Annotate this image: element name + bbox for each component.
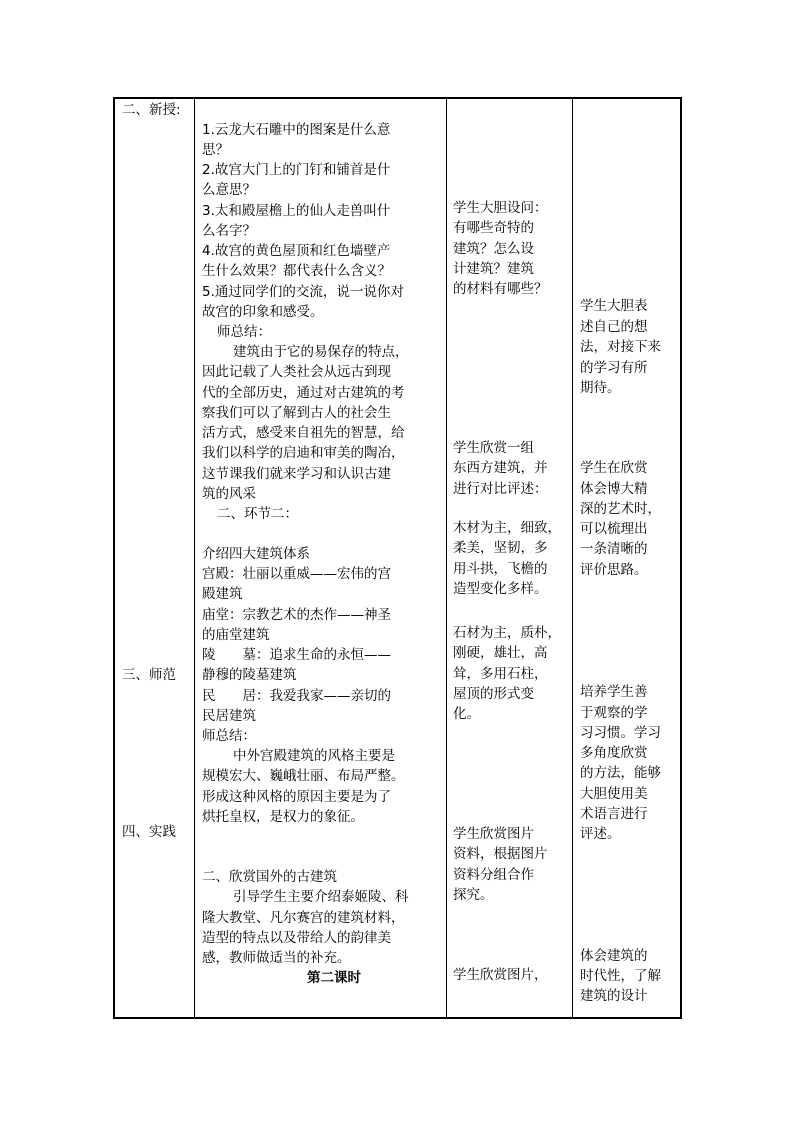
design-intent-line: 深的艺术时，: [580, 501, 661, 517]
summary-title: 师总结：: [202, 728, 256, 744]
wood-architecture-line: 柔美，坚韧，多: [453, 540, 548, 556]
house-line: 民居建筑: [202, 708, 256, 724]
summary-line: 因此记载了人类社会从远古到现: [202, 364, 391, 380]
student-activity-line: 学生大胆设问：: [453, 200, 548, 216]
question-4-line: 生什么效果？都代表什么含义？: [202, 263, 391, 279]
design-intent-column: [573, 99, 682, 1017]
student-activity-line: 资料分组合作: [453, 867, 534, 883]
stone-architecture-line: 耸，多用石柱，: [453, 666, 548, 682]
wood-architecture-line: 用斗拱，飞檐的: [453, 561, 548, 577]
stone-architecture-line: 石材为主，质朴，: [453, 625, 561, 641]
student-activity-line: 有哪些奇特的: [453, 220, 534, 236]
summary-line: 规模宏大、巍峨壮丽、布局严整。: [202, 768, 405, 784]
student-activity-line: 进行对比评述：: [453, 481, 548, 497]
summary-line: 我们以科学的启迪和审美的陶冶，: [202, 445, 405, 461]
intro-title: 介绍四大建筑体系: [202, 546, 310, 562]
student-activity-line: 建筑？怎么设: [453, 241, 534, 257]
wood-architecture-line: 造型变化多样。: [453, 581, 548, 597]
design-intent-line: 学生大胆表: [580, 298, 648, 314]
student-activity-line: 探究。: [453, 887, 494, 903]
question-1-line: 思？: [202, 142, 229, 158]
question-5-line: 5.通过同学们的交流，说一说你对: [202, 284, 404, 300]
student-activity-line: 计建筑？建筑: [453, 261, 534, 277]
foreign-line: 隆大教堂、凡尔赛宫的建筑材料，: [202, 910, 405, 926]
design-intent-line: 多角度欣赏: [580, 745, 648, 761]
summary-line: 察我们可以了解到古人的社会生: [202, 405, 391, 421]
tomb-line: 静穆的陵墓建筑: [202, 667, 297, 683]
design-intent-line: 的学习有所: [580, 360, 648, 376]
question-3-line: 么名字？: [202, 223, 256, 239]
palace-line: 殿建筑: [202, 586, 243, 602]
design-intent-line: 法，对接下来: [580, 339, 661, 355]
design-intent-line: 期待。: [580, 380, 621, 396]
question-3-line: 3.太和殿屋檐上的仙人走兽叫什: [202, 203, 391, 219]
foreign-line: 感，教师做适当的补充。: [202, 950, 351, 966]
foreign-title: 二、欣赏国外的古建筑: [202, 869, 337, 885]
stone-architecture-line: 化。: [453, 706, 480, 722]
design-intent-line: 大胆使用美: [580, 786, 648, 802]
student-activity-column: [447, 99, 572, 1017]
student-activity-line: 学生欣赏图片: [453, 826, 534, 842]
temple-line: 庙堂：宗教艺术的杰作——神圣: [202, 607, 391, 623]
summary-line: 活方式，感受来自祖先的智慧，给: [202, 425, 405, 441]
wood-architecture-line: 木材为主，细致，: [453, 520, 561, 536]
design-intent-line: 评价思路。: [580, 562, 648, 578]
tomb-line: 陵 墓：追求生命的永恒——: [202, 647, 391, 663]
summary-title: 师总结：: [217, 324, 271, 340]
design-intent-line: 时代性，了解: [580, 968, 661, 984]
student-activity-line: 东西方建筑，并: [453, 460, 548, 476]
stage-column: [115, 99, 194, 1017]
stone-architecture-line: 刚硬，雄壮，高: [453, 645, 548, 661]
stage-practice: 四、实践: [122, 824, 176, 840]
teacher-activity-column: [195, 99, 446, 1017]
second-lesson-heading: 第二课时: [307, 970, 361, 986]
foreign-line: 造型的特点以及带给人的韵律美: [202, 930, 391, 946]
stage-new-lesson: 二、新授:: [122, 102, 181, 118]
summary-line: 中外宫殿建筑的风格主要是: [233, 748, 395, 764]
question-2-line: 2.故宫大门上的门钉和铺首是什: [202, 162, 391, 178]
stage-demonstration: 三、师范: [122, 667, 176, 683]
palace-line: 宫殿：壮丽以重威——宏伟的宫: [202, 566, 391, 582]
student-activity-line: 学生欣赏一组: [453, 440, 534, 456]
summary-line: 形成这种风格的原因主要是为了: [202, 789, 391, 805]
design-intent-line: 体会博大精: [580, 481, 648, 497]
design-intent-line: 培养学生善: [580, 684, 648, 700]
design-intent-line: 的方法，能够: [580, 765, 661, 781]
design-intent-line: 评述。: [580, 826, 621, 842]
design-intent-line: 术语言进行: [580, 806, 648, 822]
student-activity-line: 的材料有哪些？: [453, 281, 548, 297]
summary-line: 这节课我们就来学习和认识古建: [202, 466, 391, 482]
lesson-plan-table: [113, 97, 682, 1019]
summary-line: 代的全部历史，通过对古建筑的考: [202, 385, 405, 401]
summary-line: 筑的风采: [202, 486, 256, 502]
section-2-title: 二、环节二：: [217, 506, 298, 522]
house-line: 民 居：我爱我家——亲切的: [202, 688, 391, 704]
question-1-line: 1.云龙大石雕中的图案是什么意: [202, 122, 391, 138]
stone-architecture-line: 屋顶的形式变: [453, 686, 534, 702]
design-intent-line: 一条清晰的: [580, 541, 648, 557]
temple-line: 的庙堂建筑: [202, 627, 270, 643]
question-2-line: 么意思？: [202, 182, 256, 198]
design-intent-line: 建筑的设计: [580, 988, 648, 1004]
foreign-line: 引导学生主要介绍泰姬陵、科: [233, 889, 409, 905]
design-intent-line: 习习惯。学习: [580, 725, 661, 741]
design-intent-line: 体会建筑的: [580, 948, 648, 964]
question-4-line: 4.故宫的黄色屋顶和红色墙壁产: [202, 243, 391, 259]
student-activity-line: 资料，根据图片: [453, 846, 548, 862]
design-intent-line: 学生在欣赏: [580, 460, 648, 476]
summary-line: 烘托皇权，是权力的象征。: [202, 809, 364, 825]
student-activity-line: 学生欣赏图片，: [453, 967, 548, 983]
design-intent-line: 述自己的想: [580, 319, 648, 335]
question-5-line: 故宫的印象和感受。: [202, 304, 324, 320]
design-intent-line: 可以梳理出: [580, 521, 648, 537]
summary-line: 建筑由于它的易保存的特点，: [233, 344, 409, 360]
design-intent-line: 于观察的学: [580, 705, 648, 721]
